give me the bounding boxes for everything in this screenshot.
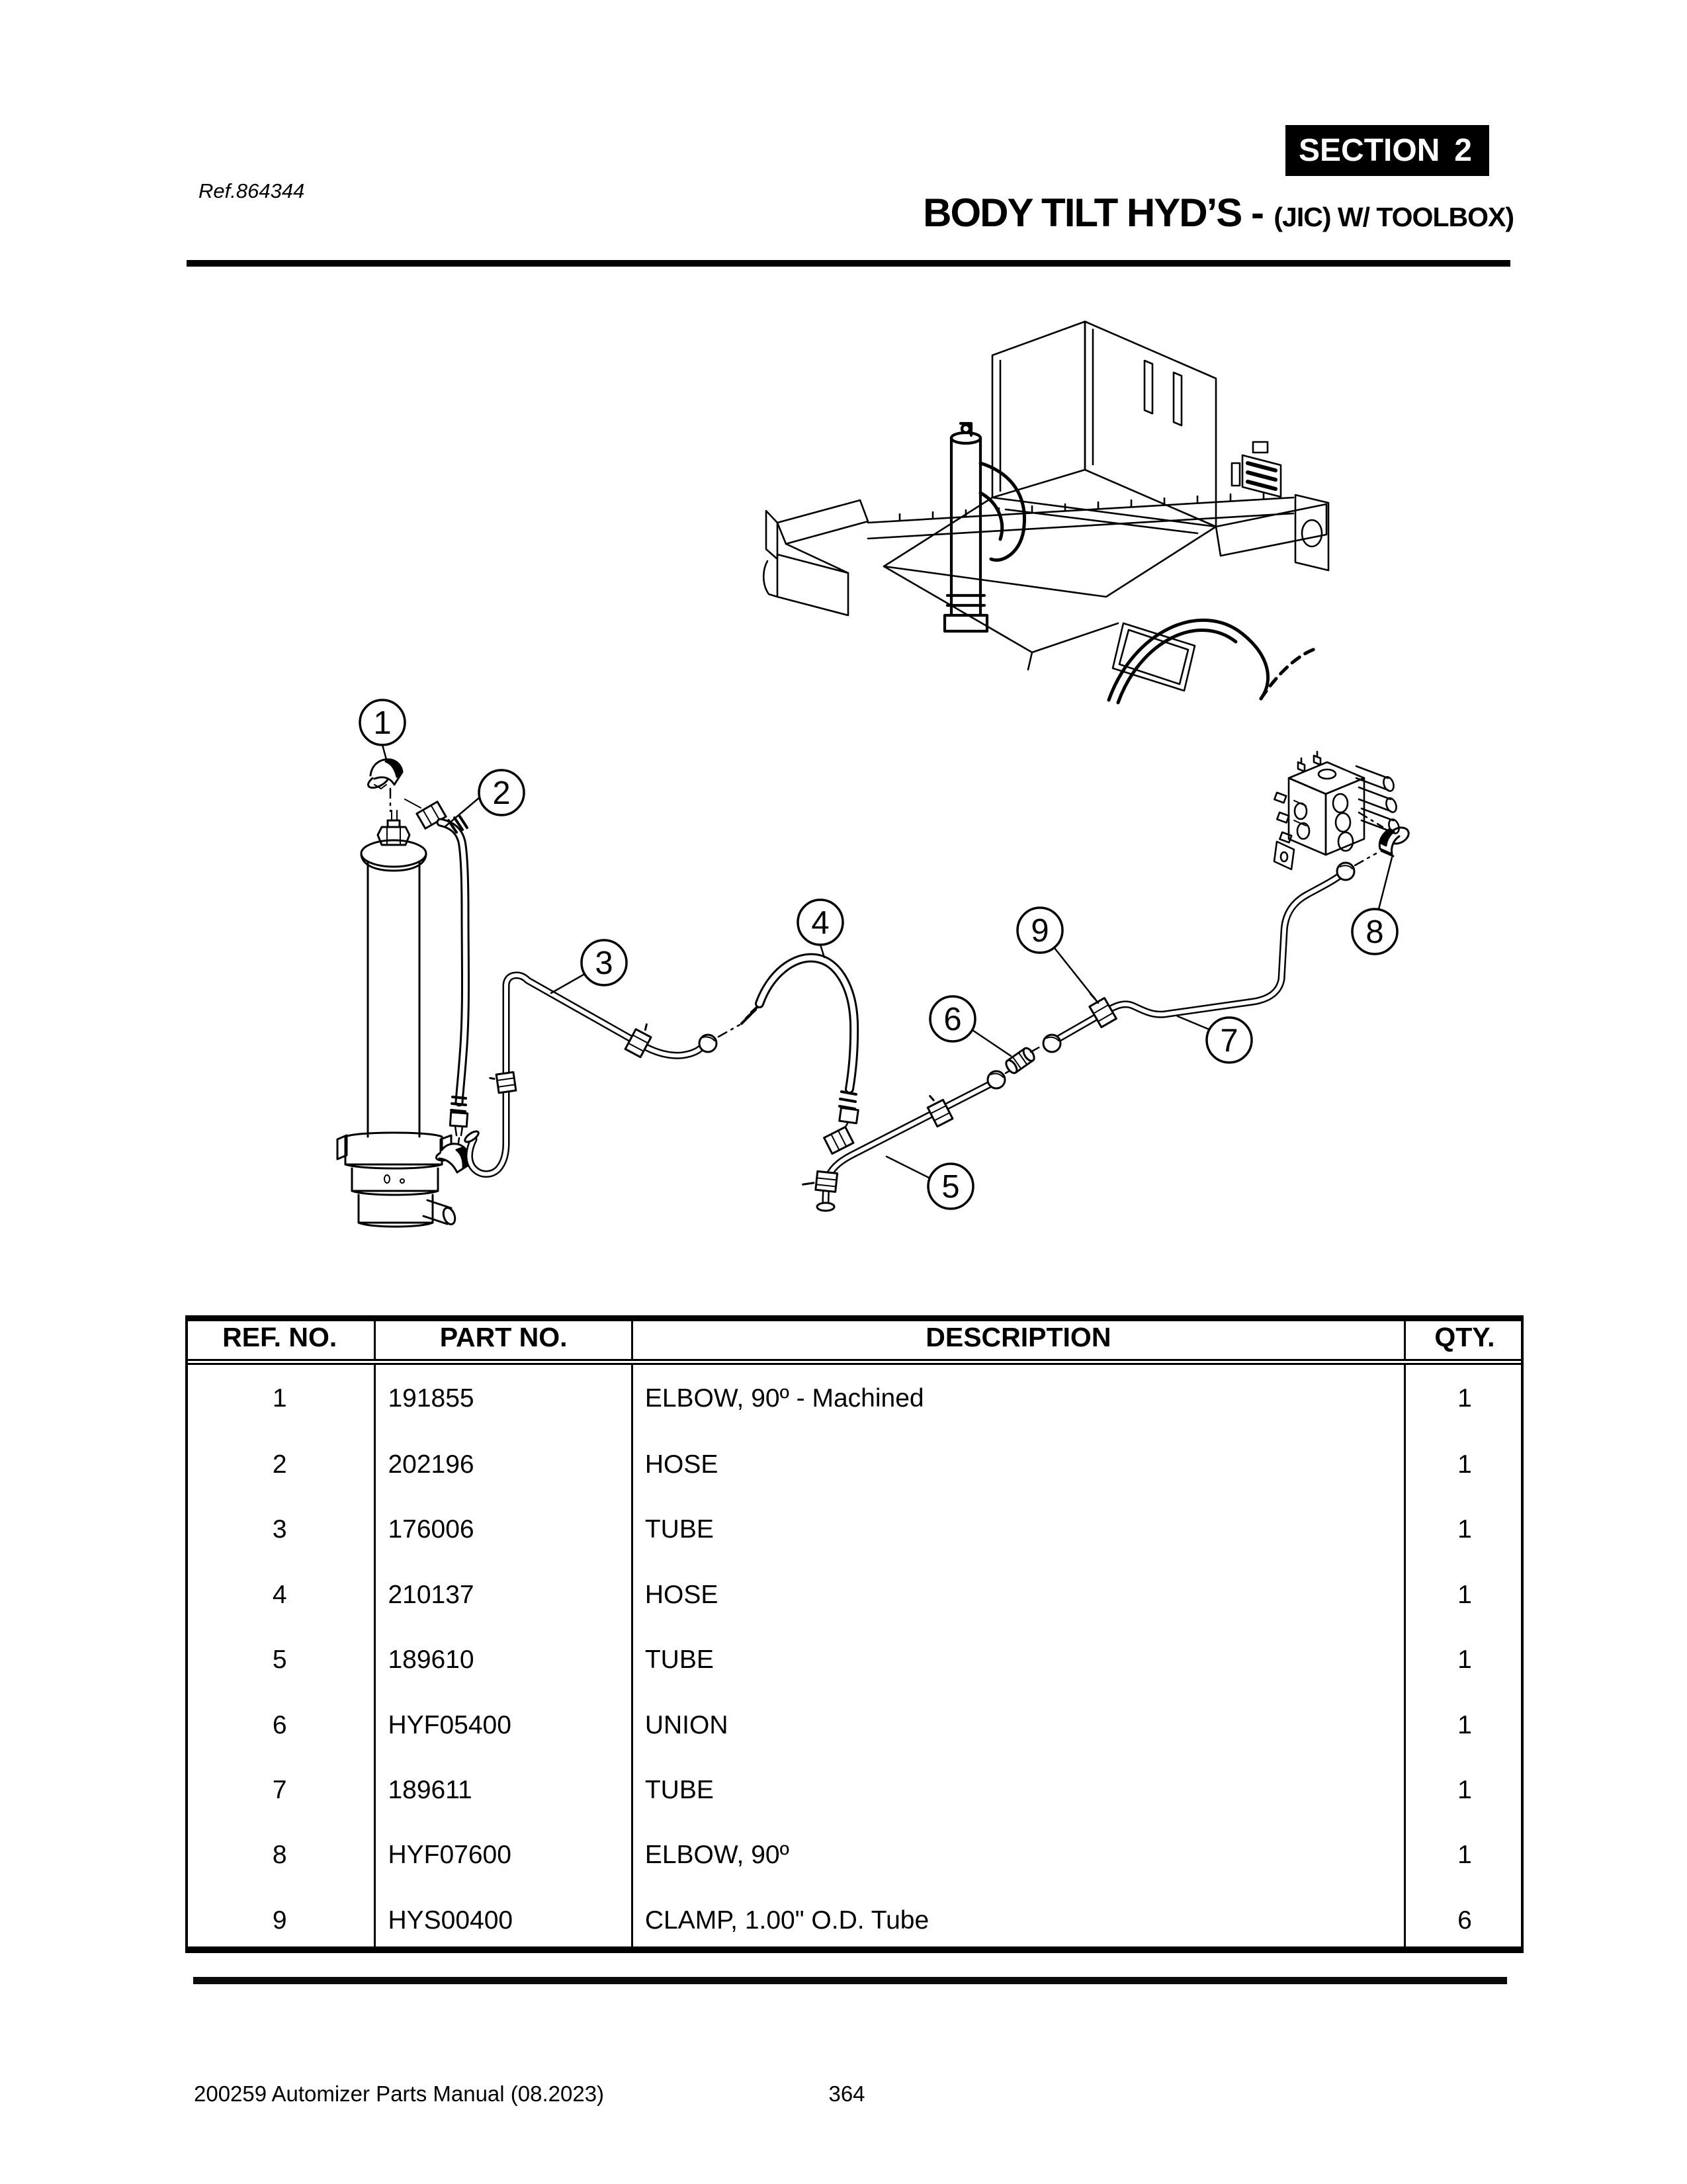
callout-3 xyxy=(582,940,627,985)
cell-ref: 9 xyxy=(185,1888,375,1953)
cell-part: 189610 xyxy=(375,1628,632,1692)
cell-part: HYF07600 xyxy=(375,1823,632,1888)
hose-item2 xyxy=(405,799,470,1172)
table-row xyxy=(185,1497,1524,1562)
section-number: 2 xyxy=(1454,133,1472,168)
table-row xyxy=(185,1692,1524,1757)
table-row xyxy=(185,1758,1524,1823)
cell-ref: 4 xyxy=(185,1562,375,1627)
tube-item3 xyxy=(463,975,740,1174)
col-header-qty: QTY. xyxy=(1405,1315,1524,1362)
hose-item4 xyxy=(742,958,858,1134)
page-title-main: BODY TILT HYD’S - xyxy=(923,191,1263,235)
table-row xyxy=(185,1562,1524,1627)
svg-text:4: 4 xyxy=(811,905,830,941)
cell-part: 202196 xyxy=(375,1432,632,1497)
cell-desc: ELBOW, 90º xyxy=(632,1823,1405,1888)
cell-part: 176006 xyxy=(375,1497,632,1562)
cell-ref: 1 xyxy=(185,1362,375,1432)
table-header-row xyxy=(185,1315,1524,1362)
cell-ref: 3 xyxy=(185,1497,375,1562)
cell-qty: 1 xyxy=(1457,1515,1472,1544)
reference-number: Ref.864344 xyxy=(198,179,305,202)
telescopic-cylinder xyxy=(337,810,457,1227)
svg-text:1: 1 xyxy=(373,705,392,741)
callout-leaders xyxy=(382,745,1392,1178)
cell-part: 189611 xyxy=(375,1758,632,1823)
callout-7 xyxy=(1207,1018,1252,1063)
cell-qty: 1 xyxy=(1457,1775,1472,1804)
svg-text:8: 8 xyxy=(1365,914,1384,950)
table-row xyxy=(185,1888,1524,1953)
table-row xyxy=(185,1362,1524,1432)
table-row xyxy=(185,1823,1524,1888)
svg-text:2: 2 xyxy=(492,775,511,811)
chassis-illustration xyxy=(763,322,1328,703)
cell-qty: 1 xyxy=(1457,1841,1472,1870)
cell-part: HYS00400 xyxy=(375,1888,632,1953)
svg-text:5: 5 xyxy=(941,1169,960,1205)
svg-text:6: 6 xyxy=(943,1002,962,1037)
callout-5 xyxy=(928,1164,973,1209)
tube-item5 xyxy=(802,1066,1018,1211)
cell-qty: 6 xyxy=(1457,1905,1472,1935)
col-header-desc: DESCRIPTION xyxy=(632,1315,1405,1362)
svg-text:3: 3 xyxy=(595,945,613,981)
table-row xyxy=(185,1628,1524,1692)
cell-desc: TUBE xyxy=(632,1628,1405,1692)
cell-part: HYF05400 xyxy=(375,1692,632,1757)
page-title-sub: (JIC) W/ TOOLBOX) xyxy=(1274,202,1514,232)
callout-6 xyxy=(930,996,975,1041)
callout-4 xyxy=(798,900,843,945)
cell-ref: 7 xyxy=(185,1758,375,1823)
cell-desc: HOSE xyxy=(632,1562,1405,1627)
cell-desc: ELBOW, 90º - Machined xyxy=(632,1362,1405,1432)
footer-manual-label: 200259 Automizer Parts Manual (08.2023) xyxy=(194,2081,605,2106)
svg-text:9: 9 xyxy=(1031,913,1049,949)
section-label: SECTION xyxy=(1299,133,1440,168)
cell-qty: 1 xyxy=(1457,1450,1472,1479)
footer-page-number: 364 xyxy=(828,2081,865,2106)
cell-desc: CLAMP, 1.00" O.D. Tube xyxy=(632,1888,1405,1953)
cell-ref: 8 xyxy=(185,1823,375,1888)
cell-ref: 2 xyxy=(185,1432,375,1497)
cell-ref: 6 xyxy=(185,1692,375,1757)
col-header-part: PART NO. xyxy=(375,1315,632,1362)
cell-desc: TUBE xyxy=(632,1758,1405,1823)
col-header-ref: REF. NO. xyxy=(185,1315,375,1362)
cell-desc: TUBE xyxy=(632,1497,1405,1562)
svg-text:7: 7 xyxy=(1220,1023,1238,1059)
cell-qty: 1 xyxy=(1457,1383,1472,1413)
cell-ref: 5 xyxy=(185,1628,375,1692)
callout-1 xyxy=(360,700,405,745)
callout-2 xyxy=(479,770,524,815)
cell-part: 210137 xyxy=(375,1562,632,1627)
parts-table xyxy=(185,1315,1524,1953)
elbow-90-machined-item1 xyxy=(366,760,402,811)
cell-part: 191855 xyxy=(375,1362,632,1432)
callout-9 xyxy=(1017,908,1062,953)
table-row xyxy=(185,1432,1524,1497)
cell-desc: UNION xyxy=(632,1692,1405,1757)
cell-desc: HOSE xyxy=(632,1432,1405,1497)
cell-qty: 1 xyxy=(1457,1645,1472,1675)
callout-8 xyxy=(1352,909,1397,954)
footer-rule xyxy=(193,1977,1507,1984)
cell-qty: 1 xyxy=(1457,1710,1472,1739)
union-item6 xyxy=(1004,1045,1043,1075)
cell-qty: 1 xyxy=(1457,1580,1472,1609)
